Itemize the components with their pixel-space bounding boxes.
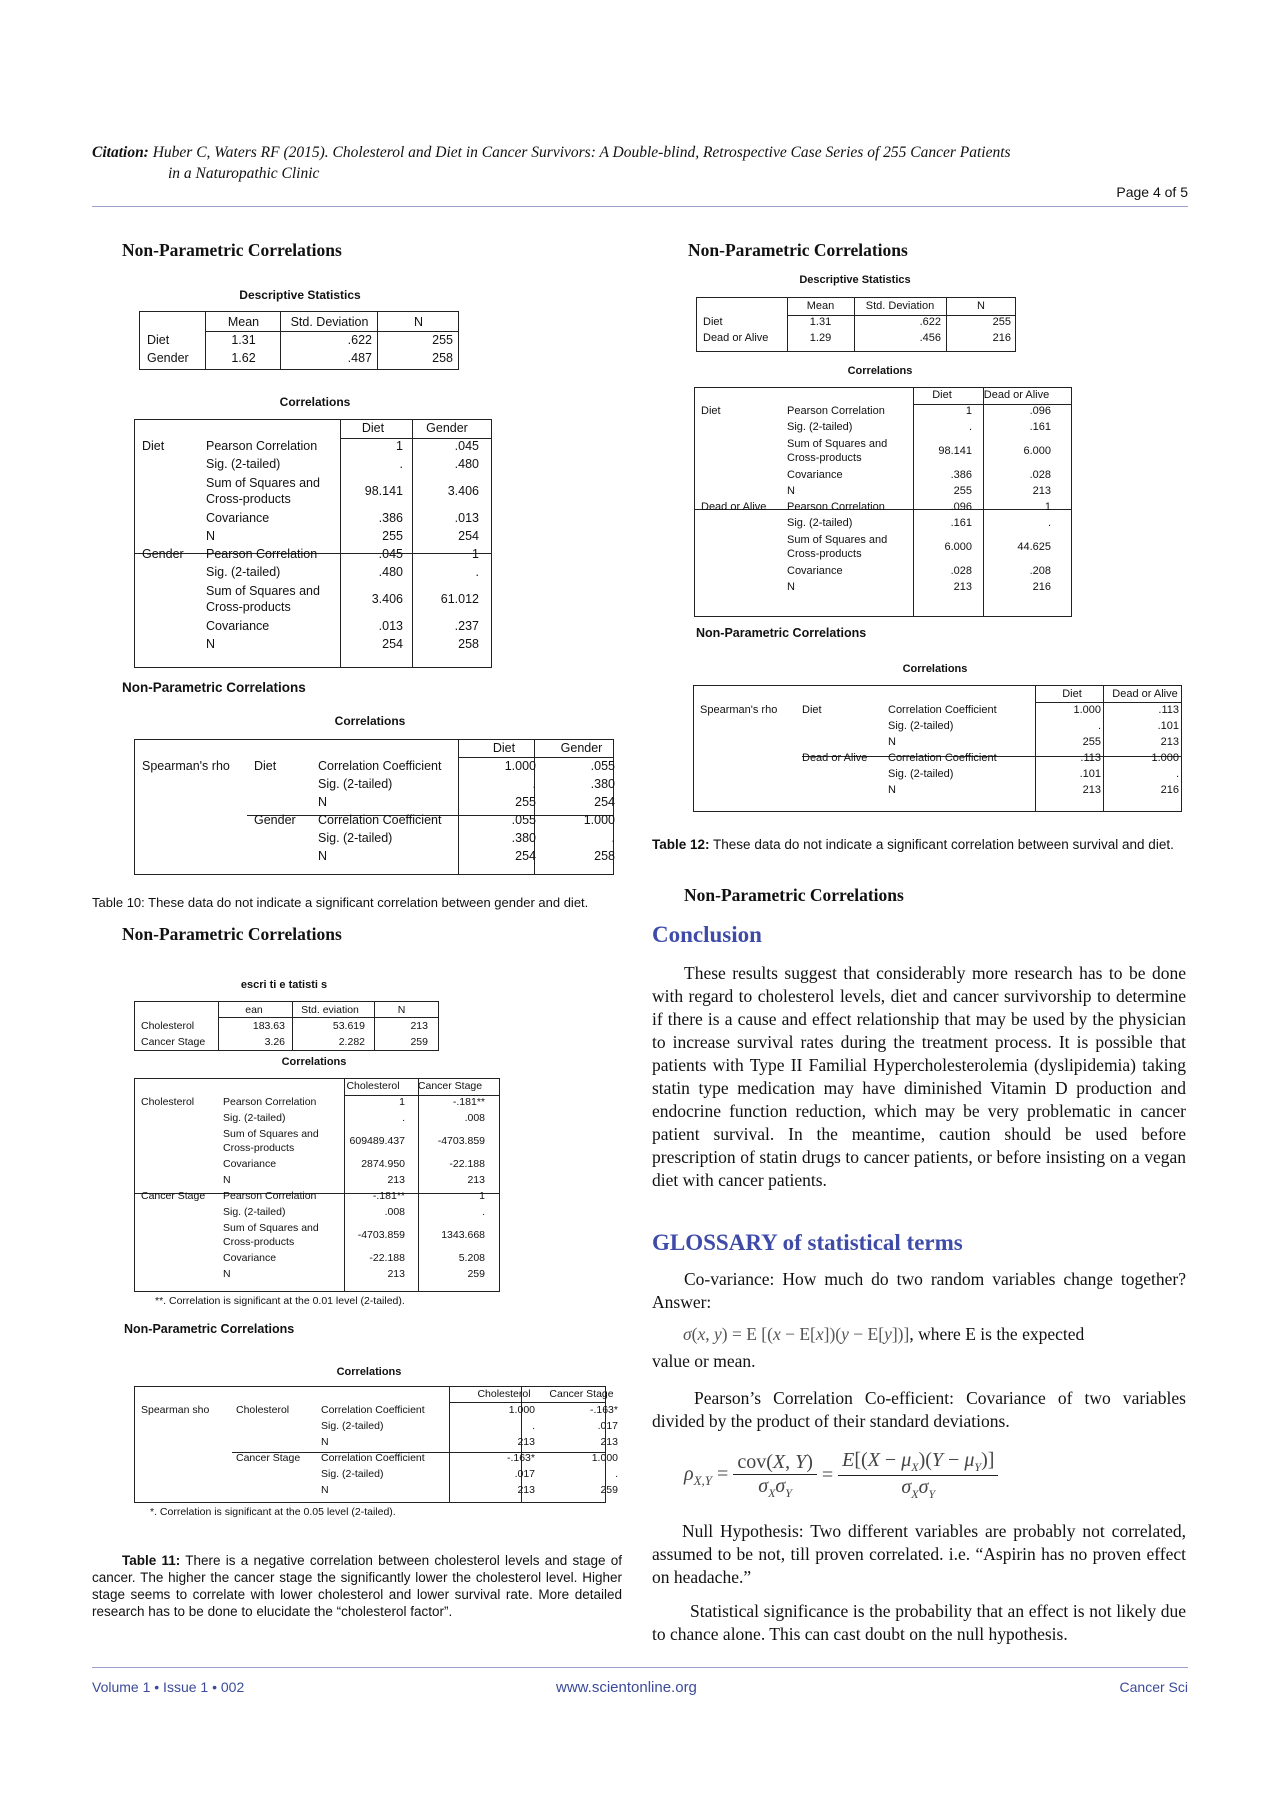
- t11-sp-caption: Correlations: [336, 1366, 402, 1378]
- conclusion-heading: Conclusion: [652, 922, 762, 947]
- t10-heading: Non-Parametric Correlations: [122, 240, 342, 260]
- glossary-null: Null Hypothesis: Two different variables are probably not correlated, assumed to be not, till proven correlated. i.e. “Aspirin has no proven effect on headache.”: [652, 1521, 1186, 1587]
- footer-website[interactable]: www.scientonline.org: [556, 1679, 697, 1696]
- t11-note-1: **. Correlation is significant at the 0.01 level (2-tailed).: [155, 1295, 405, 1307]
- table10-caption: Table 10: These data do not indicate a significant correlation between gender and diet.: [92, 895, 589, 910]
- t10-corr-caption: Correlations: [279, 395, 351, 409]
- citation-line-1: Huber C, Waters RF (2015). Cholesterol and Diet in Cancer Survivors: A Double-blind, Retrospective Case Series of 255 Cancer Patients: [152, 144, 1011, 161]
- t11-desc-table: ean Std. eviation N Cholesterol 183.63 53.619 213 Cancer Stage 3.26 2.282 259: [141, 1004, 428, 1048]
- header-rule: [92, 206, 1188, 207]
- t12-corr-caption: Correlations: [847, 365, 913, 377]
- t11-spearman-heading: Non-Parametric Correlations: [124, 1322, 295, 1336]
- glossary-heading: GLOSSARY of statistical terms: [652, 1230, 963, 1255]
- t11-note-2: *. Correlation is significant at the 0.05 level (2-tailed).: [150, 1506, 396, 1518]
- glossary-pearson: Pearson’s Correlation Co-efficient: Covariance of two variables divided by the product of their standard deviations.: [652, 1388, 1186, 1431]
- footer-rule: [92, 1667, 1188, 1668]
- citation: [92, 142, 1182, 184]
- cov-tail-2: value or mean.: [652, 1351, 756, 1371]
- citation-line-2: in a Naturopathic Clinic: [168, 165, 320, 182]
- table12-caption: Table 12: These data do not indicate a significant correlation between survival and diet.: [652, 837, 1174, 852]
- pearson-formula: $\rho_{X,Y}$ = $\frac{\text{cov(X, Y)}}{\sigma_X\sigma_Y}$ = $\frac{E[(X - \mu_X)(Y - \mu_Y)]}{\sigma_X\sigma_Y}$: [684, 1449, 1104, 1502]
- citation-label: Citation:: [92, 144, 149, 161]
- t12-corr-table: Diet Dead or Alive Diet Pearson Correlation 1 .096 Sig. (2-tailed) . .161 Sum of Squares and Cross-products 98.141 6.000 Covariance .386 .028 N 255 213 Dead or Alive Pearson Correlation .096 1 Sig. (2-tailed) .161 . Sum of Squares and Cross-products 6.000 44.625 Covariance .028 .208 N 213 216: [701, 389, 1051, 593]
- t10-sp-caption: Correlations: [334, 714, 406, 728]
- t10-sp-table: Diet Gender Spearman's rho Diet Correlation Coefficient 1.000 .055 Sig. (2-tailed) . .380 N 255 254 Gender Correlation Coefficient .055 1.000 Sig. (2-tailed) .380 . N 254 258: [142, 741, 615, 863]
- covariance-formula: σ(x, y) = E [(x − E[x])(y − E[y])], where E is the expected: [683, 1324, 1085, 1344]
- footer-volume: Volume 1 • Issue 1 • 002: [92, 1679, 245, 1695]
- t12-sp-table: Diet Dead or Alive Spearman's rho Diet Correlation Coefficient 1.000 .113 Sig. (2-tailed) . .101 N 255 213 Dead or Alive Correlation Coefficient .113 1.000 Sig. (2-tailed) .101 . N 213 216: [700, 688, 1179, 796]
- t11-corr-table: Cholesterol Cancer Stage Cholesterol Pearson Correlation 1 -.181** Sig. (2-tailed) . .008 Sum of Squares and Cross-products 609489.437 -4703.859 Covariance 2874.950 -22.188 N 213 213 Cancer Stage Pearson Correlation -.181** 1 Sig. (2-tailed) .008 . Sum of Squares and Cross-products -4703.859 1343.668 Covariance -22.188 5.208 N 213 259: [141, 1080, 485, 1280]
- t10-desc-caption: Descriptive Statistics: [239, 288, 361, 302]
- t12-desc-table: Mean Std. Deviation N Diet 1.31 .622 255 Dead or Alive 1.29 .456 216: [703, 300, 1011, 344]
- npc-heading-right: Non-Parametric Correlations: [684, 885, 904, 905]
- glossary-significance: Statistical significance is the probability that an effect is not likely due to chance alone. This can cast doubt on the null hypothesis.: [652, 1601, 1186, 1644]
- glossary-covariance: Co-variance: How much do two random variables change together? Answer:: [652, 1269, 1186, 1312]
- cov-tail: , where E is the expected: [909, 1324, 1085, 1344]
- t11-desc-caption: escri ti e tatisti s: [240, 979, 328, 991]
- t10-spearman-heading: Non-Parametric Correlations: [122, 680, 306, 695]
- conclusion-text: These results suggest that considerably more research has to be done with regard to cholesterol levels, diet and cancer survivorship to determine if there is a cause and effect relationship that may be used by the physician to increase survival rates during the treatment process. It is possible that patients with Type II Familial Hypercholesterolemia (dyslipidemia) taking statin type medication may have diminished Vitamin D production and endocrine function reduction, which may be very problematic in cancer patient survival. In the meantime, caution should be used before prescription of statin drugs to cancer patients, or before insisting on a vegan diet with cancer patients.: [652, 963, 1186, 1190]
- t12-heading: Non-Parametric Correlations: [688, 240, 908, 260]
- t12-desc-caption: Descriptive Statistics: [799, 274, 911, 286]
- t10-corr-table: Diet Gender Diet Pearson Correlation 1 .045 Sig. (2-tailed) . .480 Sum of Squares and Cross-products 98.141 3.406 Covariance .386 .013 N 255 254 Gender Pearson Correlation .045 1 Sig. (2-tailed) .480 . Sum of Squares and Cross-products 3.406 61.012 Covariance .013 .237 N 254 258: [142, 421, 479, 651]
- page-number: Page 4 of 5: [1116, 184, 1188, 200]
- t11-corr-caption: Correlations: [281, 1056, 347, 1068]
- t12-spearman-heading: Non-Parametric Correlations: [696, 626, 867, 640]
- t12-sp-caption: Correlations: [902, 663, 968, 675]
- footer-journal: Cancer Sci: [1119, 1679, 1188, 1695]
- t11-sp-table: Cholesterol Cancer Stage Spearman sho Cholesterol Correlation Coefficient 1.000 -.163* Sig. (2-tailed) . .017 N 213 213 Cancer Stage Correlation Coefficient -.163* 1.000 Sig. (2-tailed) .017 . N 213 259: [141, 1388, 618, 1496]
- t11-heading: Non-Parametric Correlations: [122, 924, 342, 944]
- table11-caption: Table 11: There is a negative correlation between cholesterol levels and stage of cancer. The higher the cancer stage the significantly lower the cholesterol level. Higher stage seems to correlate with lower cholesterol and lower survival rate. More detailed research has to be done to elucidate the “cholesterol factor”.: [92, 1553, 623, 1619]
- t10-desc-table: Mean Std. Deviation N Diet 1.31 .622 255 Gender 1.62 .487 258: [147, 315, 453, 365]
